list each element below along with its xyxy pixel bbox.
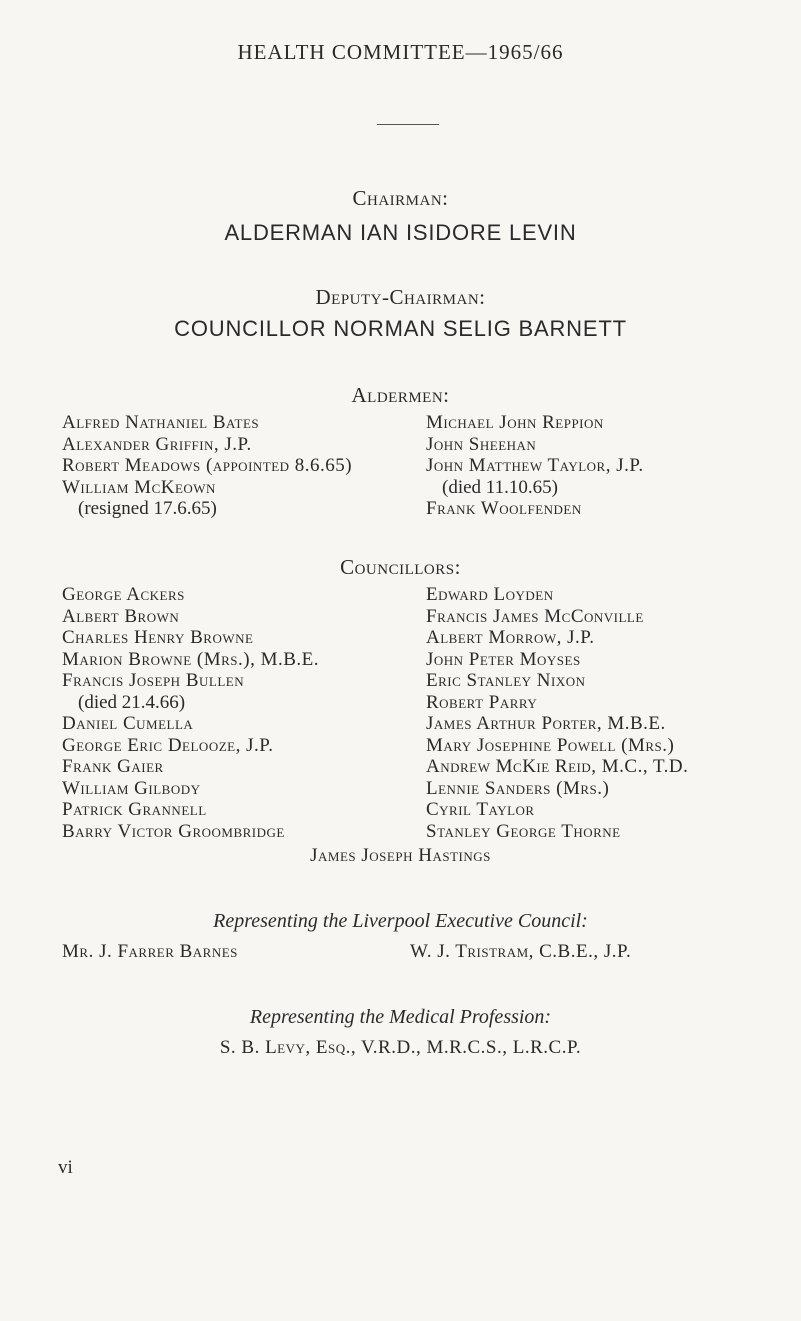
divider (377, 124, 439, 125)
chairman-name: ALDERMAN IAN ISIDORE LEVIN (224, 220, 577, 245)
alderman-note: (resigned 17.6.65) (78, 498, 217, 519)
councillor-name: Frank Gaier (62, 756, 164, 777)
councillor-name: Cyril Taylor (426, 799, 535, 820)
councillor-name: Charles Henry Browne (62, 627, 254, 648)
councillor-name: Francis Joseph Bullen (62, 670, 245, 691)
executive-council-member: Mr. J. Farrer Barnes (62, 941, 238, 962)
alderman-note: (died 11.10.65) (442, 476, 558, 498)
alderman-name: Robert Meadows (appointed 8.6.65) (62, 455, 353, 476)
councillor-name: George Eric Delooze, J.P. (62, 734, 274, 756)
councillors-left-column (62, 584, 319, 842)
aldermen-left-column (62, 412, 352, 520)
councillor-name: Stanley George Thorne (426, 820, 621, 842)
councillor-name: Albert Morrow, J.P. (426, 627, 595, 648)
councillors-right-column (426, 584, 688, 842)
councillor-name: Edward Loyden (426, 584, 554, 605)
councillor-name: Andrew McKie Reid, M.C., T.D. (426, 756, 689, 777)
deputy-chairman-name: COUNCILLOR NORMAN SELIG BARNETT (174, 316, 627, 341)
alderman-name: Alexander Griffin, J.P. (62, 433, 252, 455)
executive-council-member: W. J. Tristram, C.B.E., J.P. (410, 941, 632, 962)
executive-council-heading: Representing the Liverpool Executive Council: (213, 910, 588, 932)
councillor-name: Marion Browne (Mrs.), M.B.E. (62, 648, 320, 670)
alderman-name: Alfred Nathaniel Bates (62, 412, 260, 433)
councillor-name: James Arthur Porter, M.B.E. (426, 713, 666, 734)
page-title: HEALTH COMMITTEE—1965/66 (237, 40, 564, 64)
deputy-chairman-heading: Deputy-Chairman: (315, 285, 486, 309)
alderman-name: John Sheehan (426, 433, 537, 455)
alderman-name: Frank Woolfenden (426, 498, 582, 519)
councillors-heading: Councillors: (340, 555, 461, 579)
alderman-name: Michael John Reppion (426, 412, 604, 433)
alderman-name: William McKeown (62, 476, 216, 498)
councillor-name: Francis James McConville (426, 605, 644, 627)
councillor-note: (died 21.4.66) (78, 691, 186, 713)
councillor-name: Albert Brown (62, 605, 180, 627)
councillor-name: Mary Josephine Powell (Mrs.) (426, 734, 675, 756)
councillor-name: Robert Parry (426, 691, 538, 713)
chairman-heading: Chairman: (352, 186, 449, 210)
alderman-name: John Matthew Taylor, J.P. (426, 455, 644, 476)
councillor-name: Daniel Cumella (62, 713, 194, 734)
aldermen-heading: Aldermen: (351, 383, 450, 407)
page-number: vi (58, 1157, 73, 1178)
medical-profession-member: S. B. Levy, Esq., V.R.D., M.R.C.S., L.R.C.P. (219, 1037, 582, 1058)
councillor-name: John Peter Moyses (426, 648, 581, 670)
councillor-name: William Gilbody (62, 777, 201, 799)
councillor-name: Lennie Sanders (Mrs.) (426, 777, 610, 799)
councillor-name: Eric Stanley Nixon (426, 670, 586, 691)
aldermen-right-column (426, 412, 644, 520)
medical-profession-heading: Representing the Medical Profession: (249, 1006, 552, 1028)
councillor-name-last: James Joseph Hastings (310, 845, 491, 866)
councillor-name: George Ackers (62, 584, 185, 605)
councillor-name: Barry Victor Groombridge (62, 820, 285, 842)
councillor-name: Patrick Grannell (62, 799, 207, 820)
